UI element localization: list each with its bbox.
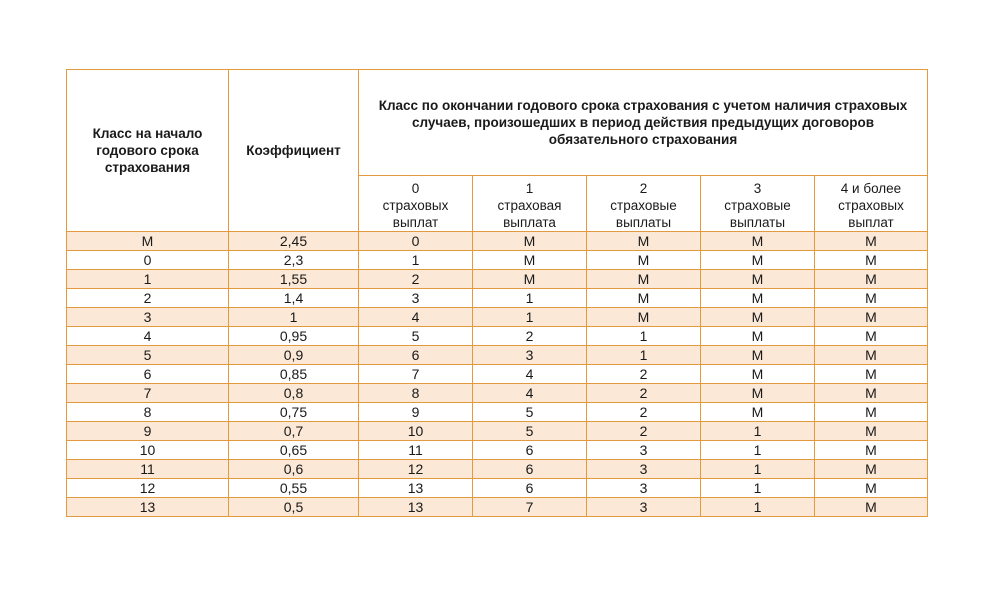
table-cell: 8 bbox=[359, 384, 473, 403]
table-cell: М bbox=[67, 232, 229, 251]
table-cell: 13 bbox=[359, 479, 473, 498]
table-cell: М bbox=[815, 346, 928, 365]
table-cell: 1 bbox=[587, 327, 701, 346]
table-cell: М bbox=[701, 346, 815, 365]
table-cell: 0,65 bbox=[229, 441, 359, 460]
table-cell: 0,95 bbox=[229, 327, 359, 346]
table-row bbox=[67, 270, 928, 289]
table-cell: М bbox=[815, 251, 928, 270]
table-cell: 0,55 bbox=[229, 479, 359, 498]
table-cell: 1 bbox=[701, 479, 815, 498]
table-cell: 2 bbox=[587, 403, 701, 422]
header-payouts-2 bbox=[587, 176, 701, 232]
table-row bbox=[67, 251, 928, 270]
header-payouts-line: страховые bbox=[724, 198, 791, 213]
table-row bbox=[67, 384, 928, 403]
table-cell: 7 bbox=[359, 365, 473, 384]
table-cell: 0,9 bbox=[229, 346, 359, 365]
header-payouts-0 bbox=[359, 176, 473, 232]
table-cell: 4 bbox=[473, 365, 587, 384]
header-payouts-line: 2 bbox=[639, 181, 648, 196]
table-cell: 1 bbox=[701, 498, 815, 517]
table-cell: 6 bbox=[473, 460, 587, 479]
table-cell: М bbox=[587, 251, 701, 270]
table-cell: М bbox=[815, 308, 928, 327]
header-payouts-line: страховых bbox=[382, 198, 449, 213]
table-cell: 4 bbox=[67, 327, 229, 346]
table-cell: М bbox=[701, 384, 815, 403]
table-cell: 2 bbox=[67, 289, 229, 308]
table-cell: 1 bbox=[229, 308, 359, 327]
table-row bbox=[67, 365, 928, 384]
table-cell: 5 bbox=[473, 422, 587, 441]
table-cell: М bbox=[701, 251, 815, 270]
header-coefficient: Коэффициент bbox=[229, 70, 359, 232]
table-cell: 11 bbox=[359, 441, 473, 460]
table-row bbox=[67, 479, 928, 498]
table-cell: 5 bbox=[473, 403, 587, 422]
table-cell: 1 bbox=[359, 251, 473, 270]
table-cell: М bbox=[701, 270, 815, 289]
header-payouts-line: выплата bbox=[503, 215, 556, 230]
table-cell: 3 bbox=[587, 479, 701, 498]
table-cell: М bbox=[815, 460, 928, 479]
table-cell: М bbox=[701, 308, 815, 327]
table-row bbox=[67, 403, 928, 422]
table-cell: 1,55 bbox=[229, 270, 359, 289]
table-cell: 5 bbox=[67, 346, 229, 365]
table-cell: 0,6 bbox=[229, 460, 359, 479]
table-cell: 7 bbox=[67, 384, 229, 403]
table-cell: 12 bbox=[67, 479, 229, 498]
table-row bbox=[67, 422, 928, 441]
table-cell: 2 bbox=[473, 327, 587, 346]
table-cell: 0 bbox=[67, 251, 229, 270]
bonus-malus-table-wrapper bbox=[66, 69, 928, 517]
table-cell: 0,85 bbox=[229, 365, 359, 384]
table-cell: 2 bbox=[587, 365, 701, 384]
header-payouts-line: 1 bbox=[525, 181, 534, 196]
table-cell: М bbox=[815, 270, 928, 289]
table-cell: 1 bbox=[587, 346, 701, 365]
table-cell: 3 bbox=[359, 289, 473, 308]
table-cell: М bbox=[701, 365, 815, 384]
header-payouts-line: выплат bbox=[848, 215, 894, 230]
table-cell: 13 bbox=[359, 498, 473, 517]
table-cell: 5 bbox=[359, 327, 473, 346]
table-cell: 3 bbox=[587, 441, 701, 460]
table-cell: 12 bbox=[359, 460, 473, 479]
header-end-class: Класс по окончании годового срока страхования с учетом наличия страховых случаев, произошедших в период действия предыдущих договоров обязательного страхования bbox=[359, 70, 928, 176]
table-cell: 3 bbox=[587, 460, 701, 479]
table-cell: 3 bbox=[67, 308, 229, 327]
table-cell: 9 bbox=[359, 403, 473, 422]
table-cell: 6 bbox=[473, 441, 587, 460]
header-payouts-3 bbox=[701, 176, 815, 232]
header-payouts-line: 4 и более bbox=[840, 181, 902, 196]
table-cell: 10 bbox=[67, 441, 229, 460]
table-row bbox=[67, 498, 928, 517]
table-cell: 4 bbox=[359, 308, 473, 327]
table-cell: М bbox=[473, 232, 587, 251]
table-cell: 1 bbox=[473, 289, 587, 308]
table-cell: М bbox=[815, 403, 928, 422]
table-cell: М bbox=[587, 270, 701, 289]
table-cell: 2,3 bbox=[229, 251, 359, 270]
table-cell: 1,4 bbox=[229, 289, 359, 308]
table-cell: 0,75 bbox=[229, 403, 359, 422]
table-cell: М bbox=[701, 289, 815, 308]
header-payouts-1 bbox=[473, 176, 587, 232]
header-payouts-line: выплаты bbox=[615, 215, 672, 230]
table-cell: 10 bbox=[359, 422, 473, 441]
table-cell: 9 bbox=[67, 422, 229, 441]
table-cell: 1 bbox=[67, 270, 229, 289]
table-cell: 0,5 bbox=[229, 498, 359, 517]
table-cell: М bbox=[815, 479, 928, 498]
table-row bbox=[67, 289, 928, 308]
table-cell: 1 bbox=[701, 422, 815, 441]
table-cell: 4 bbox=[473, 384, 587, 403]
header-payouts-line: страховая bbox=[497, 198, 562, 213]
table-row bbox=[67, 232, 928, 251]
table-row bbox=[67, 441, 928, 460]
table-cell: 2 bbox=[359, 270, 473, 289]
table-cell: М bbox=[815, 441, 928, 460]
table-cell: М bbox=[701, 232, 815, 251]
header-payouts-line: страховых bbox=[838, 198, 904, 213]
table-cell: М bbox=[587, 232, 701, 251]
table-cell: 1 bbox=[701, 460, 815, 479]
table-cell: 1 bbox=[701, 441, 815, 460]
table-cell: 3 bbox=[587, 498, 701, 517]
header-payouts-4 bbox=[815, 176, 928, 232]
table-row bbox=[67, 327, 928, 346]
table-cell: 13 bbox=[67, 498, 229, 517]
table-cell: М bbox=[815, 289, 928, 308]
table-cell: М bbox=[815, 365, 928, 384]
table-cell: 2 bbox=[587, 384, 701, 403]
header-payouts-line: выплат bbox=[392, 215, 439, 230]
table-cell: 0 bbox=[359, 232, 473, 251]
table-cell: 11 bbox=[67, 460, 229, 479]
table-cell: 2 bbox=[587, 422, 701, 441]
bonus-malus-table bbox=[66, 69, 928, 517]
table-cell: М bbox=[473, 270, 587, 289]
table-cell: М bbox=[587, 308, 701, 327]
table-cell: 8 bbox=[67, 403, 229, 422]
table-cell: М bbox=[815, 232, 928, 251]
header-payouts-line: выплаты bbox=[729, 215, 786, 230]
table-row bbox=[67, 308, 928, 327]
table-cell: М bbox=[815, 498, 928, 517]
header-payouts-line: страховые bbox=[610, 198, 677, 213]
table-cell: 0,7 bbox=[229, 422, 359, 441]
table-cell: 6 bbox=[67, 365, 229, 384]
table-row bbox=[67, 460, 928, 479]
table-cell: М bbox=[701, 403, 815, 422]
table-cell: М bbox=[815, 384, 928, 403]
table-cell: М bbox=[473, 251, 587, 270]
table-cell: 0,8 bbox=[229, 384, 359, 403]
table-cell: М bbox=[701, 327, 815, 346]
header-start-class: Класс на начало годового срока страхования bbox=[67, 70, 229, 232]
header-payouts-line: 3 bbox=[753, 181, 762, 196]
table-cell: 6 bbox=[359, 346, 473, 365]
table-cell: 1 bbox=[473, 308, 587, 327]
table-row bbox=[67, 346, 928, 365]
table-cell: М bbox=[815, 422, 928, 441]
table-cell: М bbox=[815, 327, 928, 346]
table-cell: М bbox=[587, 289, 701, 308]
table-cell: 6 bbox=[473, 479, 587, 498]
table-cell: 3 bbox=[473, 346, 587, 365]
header-payouts-line: 0 bbox=[411, 181, 420, 196]
table-cell: 7 bbox=[473, 498, 587, 517]
table-cell: 2,45 bbox=[229, 232, 359, 251]
